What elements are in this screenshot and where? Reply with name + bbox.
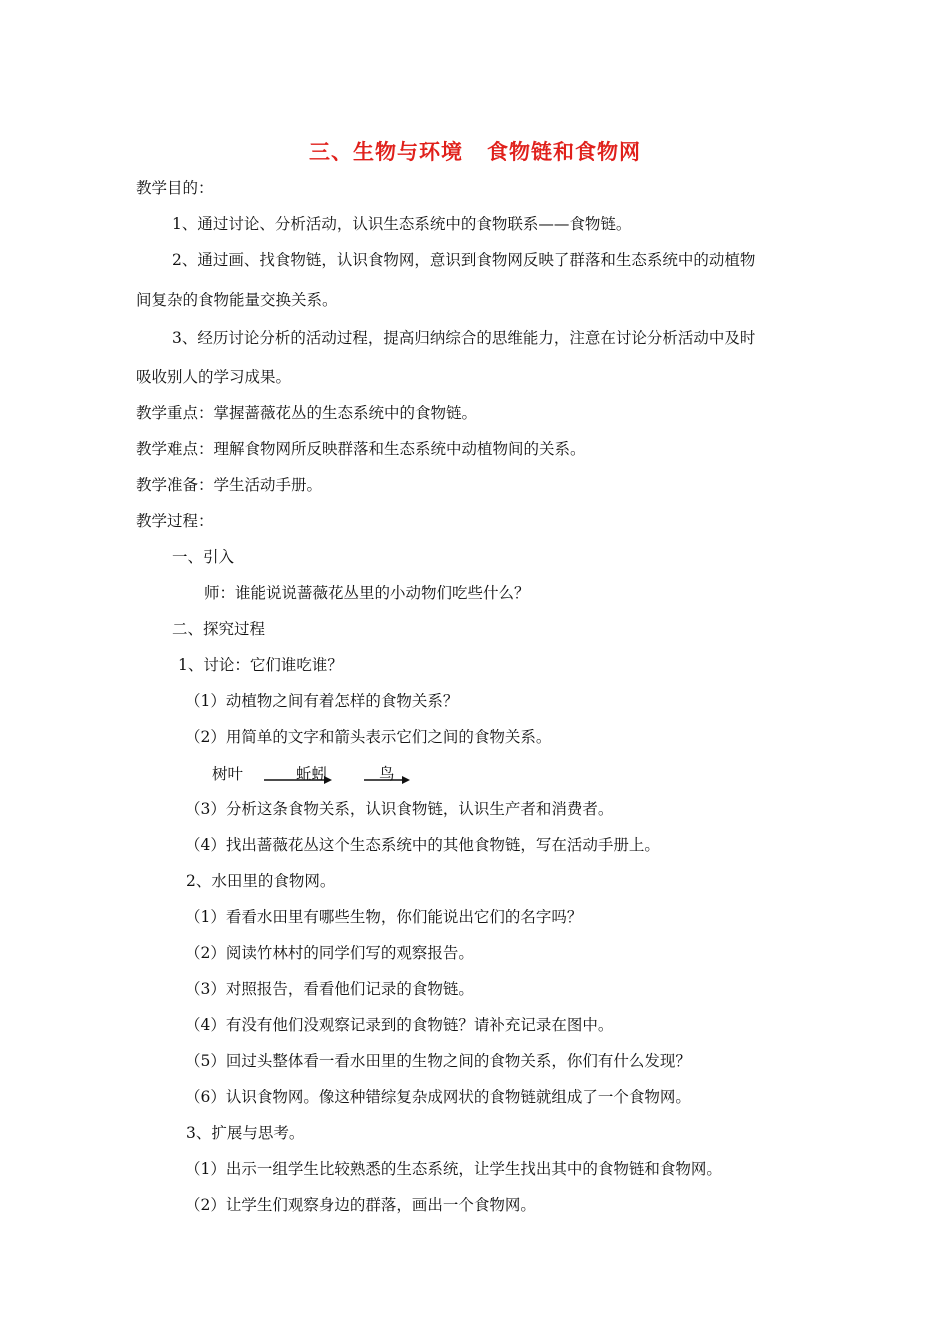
section-2-item: （2）阅读竹林村的同学们写的观察报告。 (185, 944, 474, 962)
objective-1: 1、通过讨论、分析活动，认识生态系统中的食物联系——食物链。 (172, 215, 632, 233)
objective-2-line-1: 2、通过画、找食物链，认识食物网，意识到食物网反映了群落和生态系统中的动植物 (172, 251, 756, 269)
section-1-item: （2）用简单的文字和箭头表示它们之间的食物关系。 (185, 728, 552, 746)
section-1-item: （1）动植物之间有着怎样的食物关系？ (185, 692, 459, 710)
section-2-item: （1）看看水田里有哪些生物，你们能说出它们的名字吗？ (185, 908, 583, 926)
section-3-item: （2）让学生们观察身边的群落，画出一个食物网。 (185, 1196, 536, 1214)
title-part-1: 三、生物与环境 (309, 140, 463, 164)
preparation: 教学准备：学生活动手册。 (136, 476, 323, 494)
objective-3-line-1: 3、经历讨论分析的活动过程，提高归纳综合的思维能力，注意在讨论分析活动中及时 (172, 329, 756, 347)
chain-node-leaf: 树叶 (212, 765, 244, 783)
intro-heading: 一、引入 (172, 548, 235, 566)
food-chain-diagram (212, 762, 442, 792)
objectives-heading: 教学目的： (136, 179, 214, 197)
objective-2-line-2: 间复杂的食物能量交换关系。 (136, 291, 338, 309)
section-2-item: （5）回过头整体看一看水田里的生物之间的食物关系，你们有什么发现？ (185, 1052, 691, 1070)
explore-heading: 二、探究过程 (172, 620, 266, 638)
page-title (0, 136, 950, 166)
section-3-item: （1）出示一组学生比较熟悉的生态系统，让学生找出其中的食物链和食物网。 (185, 1160, 722, 1178)
key-point: 教学重点：掌握蔷薇花丛的生态系统中的食物链。 (136, 404, 478, 422)
section-2-item: （3）对照报告，看看他们记录的食物链。 (185, 980, 474, 998)
section-2-item: （4）有没有他们没观察记录到的食物链？请补充记录在图中。 (185, 1016, 614, 1034)
section-2-item: （6）认识食物网。像这种错综复杂成网状的食物链就组成了一个食物网。 (185, 1088, 691, 1106)
difficulty: 教学难点：理解食物网所反映群落和生态系统中动植物间的关系。 (136, 440, 586, 458)
section-1-heading: 1、讨论：它们谁吃谁？ (178, 656, 343, 674)
chain-node-bird: 鸟 (379, 765, 395, 783)
process-heading: 教学过程： (136, 512, 214, 530)
section-1-item: （4）找出蔷薇花丛这个生态系统中的其他食物链，写在活动手册上。 (185, 836, 660, 854)
section-3-heading: 3、扩展与思考。 (186, 1124, 305, 1142)
intro-question: 师：谁能说说蔷薇花丛里的小动物们吃些什么？ (204, 584, 530, 602)
chain-node-earthworm: 蚯蚓 (296, 765, 328, 783)
title-part-2: 食物链和食物网 (487, 140, 641, 164)
section-1-item: （3）分析这条食物关系，认识食物链，认识生产者和消费者。 (185, 800, 614, 818)
objective-3-line-2: 吸收别人的学习成果。 (136, 368, 292, 386)
section-2-heading: 2、水田里的食物网。 (186, 872, 336, 890)
